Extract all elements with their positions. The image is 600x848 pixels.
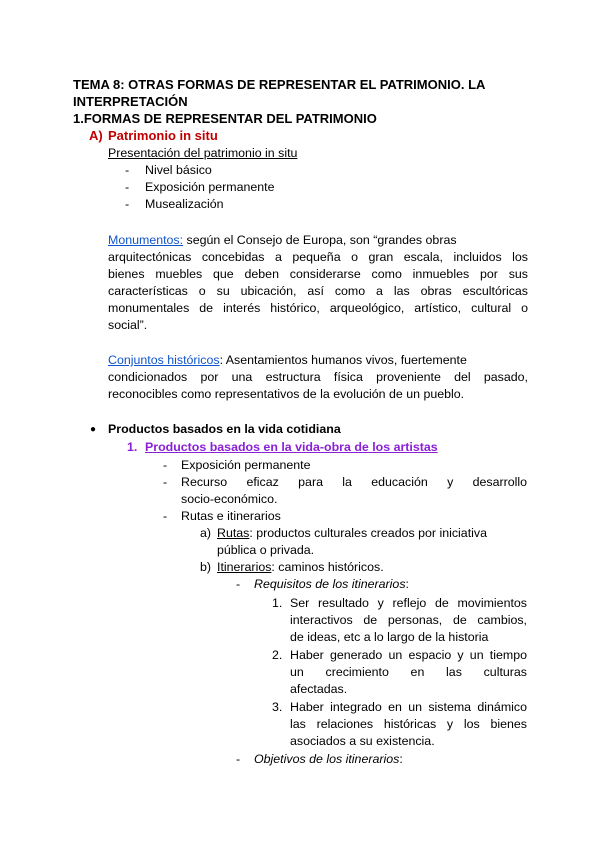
- conjuntos-text: : Asentamientos humanos vivos, fuertemente: [219, 353, 467, 367]
- requisitos-title-line: [254, 576, 409, 593]
- item-marker: 3.: [272, 700, 283, 714]
- itinerarios-text: : caminos históricos.: [271, 560, 384, 574]
- paragraph-line: monumentales de interés histórico, arqueológico, artístico, cultural o: [108, 301, 528, 315]
- paragraph-line: bienes muebles que deben considerarse como inmuebles por sus: [108, 267, 528, 281]
- rutas-line-continuation: pública o privada.: [217, 543, 315, 557]
- paragraph-line: social”.: [108, 318, 148, 332]
- list-item: Rutas e itinerarios: [181, 509, 281, 523]
- requisito-line: Haber generado un espacio y un tiempo: [290, 648, 527, 662]
- page-title-line1: TEMA 8: OTRAS FORMAS DE REPRESENTAR EL PATRIMONIO. LA: [73, 77, 486, 92]
- requisito-line: afectadas.: [290, 682, 348, 696]
- dash-marker: -: [163, 458, 168, 472]
- paragraph-line: características o su ubicación, así como a las obras escultóricas: [108, 284, 528, 298]
- page-title-line2: INTERPRETACIÓN: [73, 94, 188, 109]
- dash-marker: -: [125, 163, 130, 177]
- requisitos-colon: :: [405, 577, 409, 591]
- section-heading: 1.FORMAS DE REPRESENTAR DEL PATRIMONIO: [73, 111, 377, 126]
- requisito-line: Haber integrado en un sistema dinámico: [290, 700, 527, 714]
- list-item: Nivel básico: [145, 163, 212, 177]
- requisitos-title: Requisitos de los itinerarios: [254, 577, 406, 591]
- dash-marker: -: [125, 197, 130, 211]
- requisito-line: Ser resultado y reflejo de movimientos: [290, 596, 527, 610]
- productos-title: Productos basados en la vida cotidiana: [108, 422, 341, 436]
- requisito-line: de ideas, etc a lo largo de la historia: [290, 630, 489, 644]
- conjuntos-paragraph-first-line: [108, 352, 528, 369]
- bullet-icon: ●: [90, 424, 97, 435]
- item-marker: b): [200, 560, 212, 574]
- list-item: Exposición permanente: [145, 180, 275, 194]
- itinerarios-line: [217, 559, 384, 576]
- dash-marker: -: [163, 509, 168, 523]
- conjuntos-link[interactable]: Conjuntos históricos: [108, 353, 220, 367]
- item-marker: 2.: [272, 648, 283, 662]
- rutas-text: : productos culturales creados por iniciativa: [249, 526, 487, 540]
- productos-artistas-link[interactable]: Productos basados en la vida-obra de los artistas: [145, 440, 438, 454]
- rutas-line: [217, 525, 527, 542]
- objetivos-title: Objetivos de los itinerarios: [254, 752, 400, 766]
- subsection-title: Patrimonio in situ: [108, 128, 218, 143]
- item-marker: 1.: [272, 596, 283, 610]
- dash-marker: -: [236, 752, 241, 766]
- paragraph-line: condicionados por una estructura física proveniente del pasado,: [108, 370, 528, 384]
- requisito-line: un crecimiento en las culturas: [290, 665, 527, 679]
- subsection-marker: A): [89, 128, 103, 143]
- objetivos-colon: :: [399, 752, 403, 766]
- monumentos-paragraph-first-line: [108, 232, 528, 249]
- dash-marker: -: [163, 475, 168, 489]
- requisito-line: interactivos de personas, de cambios,: [290, 613, 527, 627]
- item-marker: a): [200, 526, 212, 540]
- list-item: Musealización: [145, 197, 224, 211]
- list-item: Recurso eficaz para la educación y desarrollo: [181, 475, 527, 489]
- monumentos-link[interactable]: Monumentos:: [108, 233, 184, 247]
- rutas-term: Rutas: [217, 526, 250, 540]
- presentation-title: Presentación del patrimonio in situ: [108, 146, 298, 160]
- requisito-line: las relaciones históricas y los bienes: [290, 717, 527, 731]
- requisito-line: asociados a su existencia.: [290, 734, 435, 748]
- dash-marker: -: [236, 577, 241, 591]
- dash-marker: -: [125, 180, 130, 194]
- list-item-continuation: socio-económico.: [181, 492, 278, 506]
- item-marker: 1.: [127, 440, 138, 454]
- list-item: Exposición permanente: [181, 458, 311, 472]
- monumentos-text: según el Consejo de Europa, son “grandes obras: [183, 233, 457, 247]
- itinerarios-term: Itinerarios: [217, 560, 272, 574]
- paragraph-line: reconocibles como representativos de la evolución de un pueblo.: [108, 387, 465, 401]
- objetivos-title-line: [254, 751, 403, 768]
- paragraph-line: arquitectónicas concebidas a pequeña o gran escala, incluidos los: [108, 250, 528, 264]
